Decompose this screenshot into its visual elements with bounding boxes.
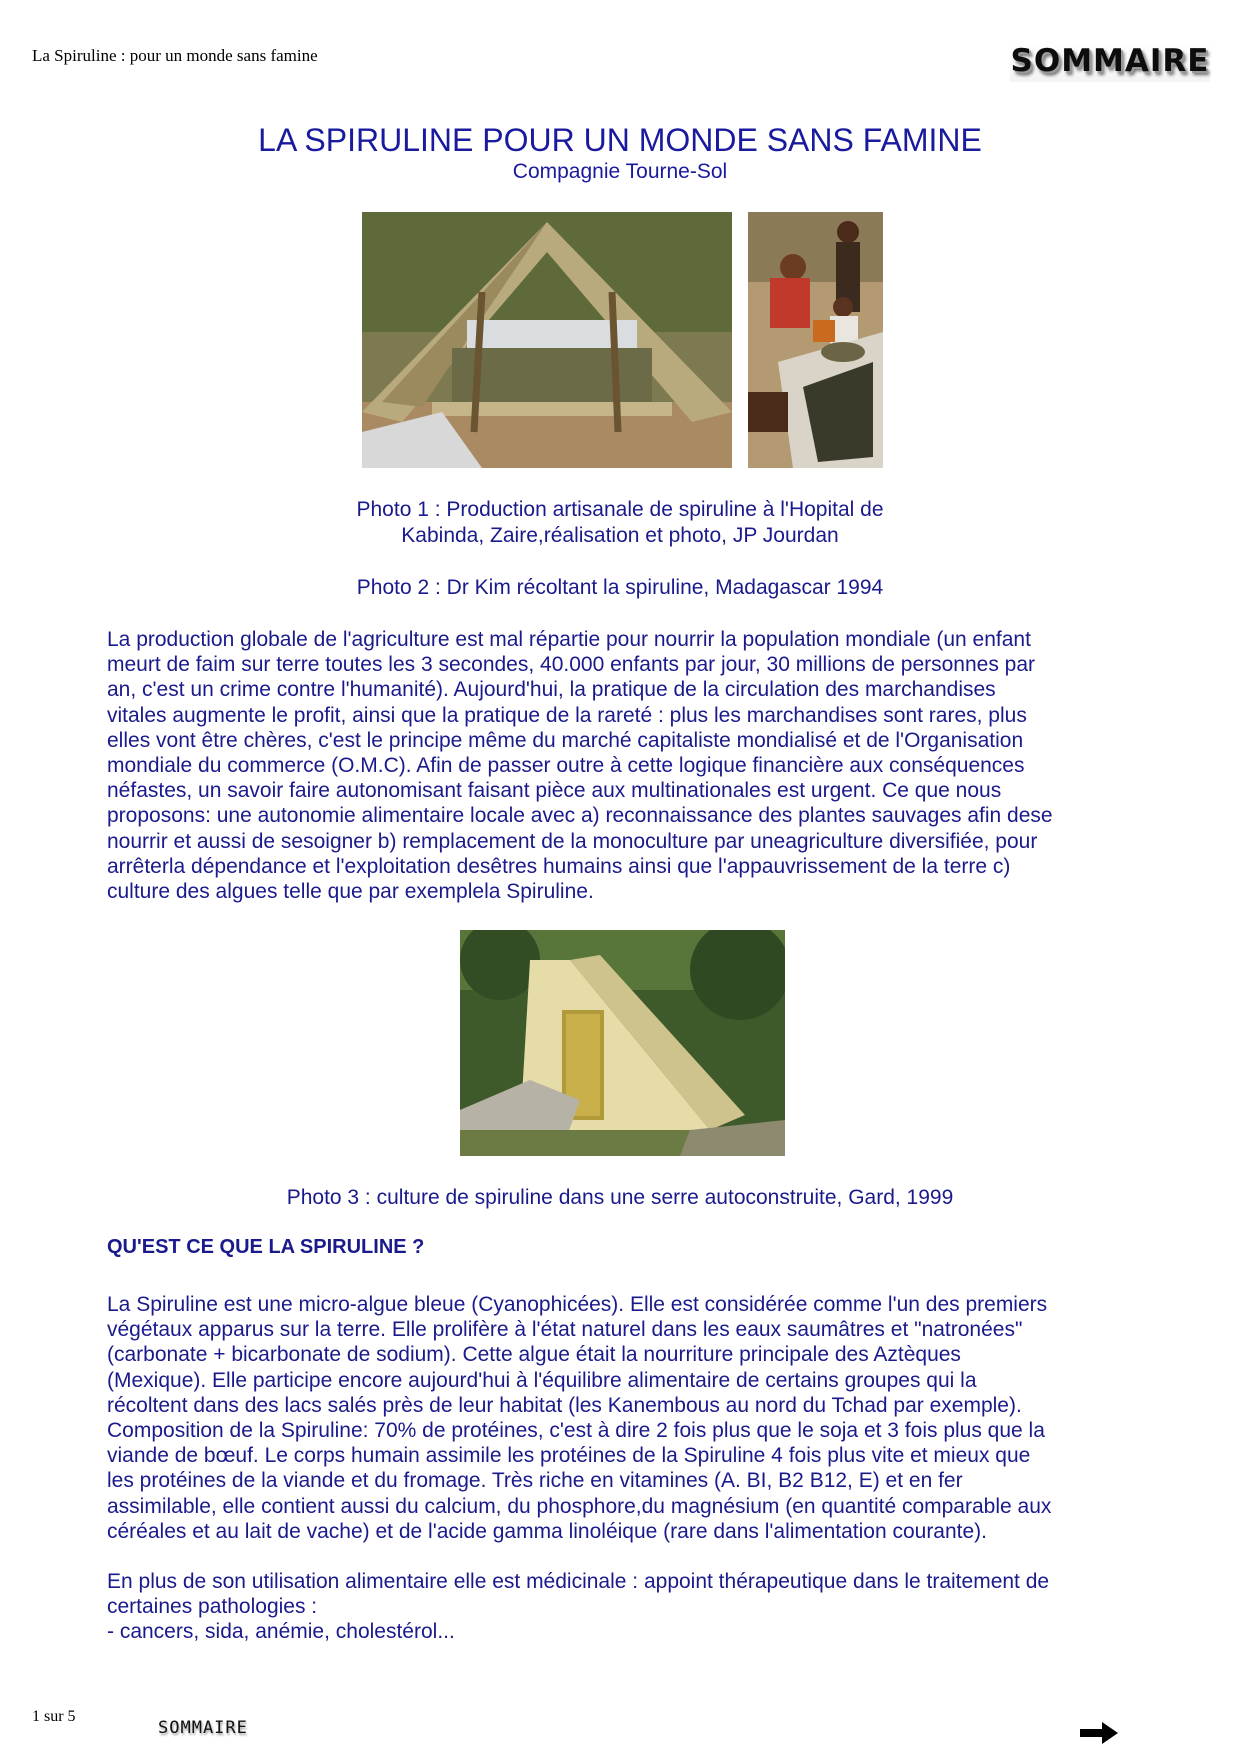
page-subtitle: Compagnie Tourne-Sol: [512, 160, 728, 183]
intro-line: elles vont être chères, c'est le principe même du marché capitaliste mondialisé et de l'Organisation: [107, 728, 1024, 752]
body-line: végétaux apparus sur la terre. Elle prolifère à l'état naturel dans les eaux saumâtres et "natronées": [107, 1318, 1023, 1342]
sommaire-button[interactable]: SOMMAIRE: [1010, 40, 1210, 82]
next-page-arrow-icon[interactable]: [1080, 1722, 1120, 1744]
intro-line: La production globale de l'agriculture est mal répartie pour nourrir la population mondiale (un enfant: [107, 628, 1031, 651]
medical-line: - cancers, sida, anémie, cholestérol...: [107, 1620, 455, 1644]
body-line: (Mexique). Elle participe encore aujourd'hui à l'équilibre alimentaire de certains groupes qui la: [107, 1368, 977, 1392]
intro-line: vitales augmente le profit, ainsi que la pratique de la rareté : plus les marchandises sont rares, plus: [107, 703, 1027, 727]
body-line: assimilable, elle contient aussi du calcium, du phosphore,du magnésium (en quantité comparable aux: [107, 1494, 1052, 1518]
body-line: La Spiruline est une micro-algue bleue (Cyanophicées). Elle est considérée comme l'un des premiers: [107, 1293, 1048, 1316]
medical-line: En plus de son utilisation alimentaire elle est médicinale : appoint thérapeutique dans le traitement de: [107, 1570, 1050, 1593]
medical-line: certaines pathologies :: [107, 1595, 318, 1619]
intro-paragraph: [107, 627, 1147, 904]
photo-3-greenhouse: [460, 930, 785, 1156]
page-title: LA SPIRULINE POUR UN MONDE SANS FAMINE: [258, 122, 982, 158]
body-line: Composition de la Spiruline: 70% de protéines, c'est à dire 2 fois plus que le soja et 3 fois plus que la: [107, 1419, 1045, 1443]
photo-3-caption: Photo 3 : culture de spiruline dans une serre autoconstruite, Gard, 1999: [286, 1186, 954, 1209]
body-line: (carbonate + bicarbonate de sodium). Cette algue était la nourriture principale des Aztèques: [107, 1343, 961, 1367]
photo-1-caption-line-2: Kabinda, Zaire,réalisation et photo, JP Jourdan: [401, 524, 839, 547]
intro-line: proposons: une autonomie alimentaire locale avec a) reconnaissance des plantes sauvages afin dese: [107, 804, 1053, 828]
body-line: récoltent dans des lacs salés près de leur habitat (les Kanembous au nord du Tchad par exemple).: [107, 1393, 1022, 1417]
body-line: les protéines de la viande et du fromage. Très riche en vitamines (A. BI, B2 B12, E) et en fer: [107, 1469, 963, 1493]
page-indicator: 1 sur 5: [32, 1708, 76, 1725]
document-header-title: La Spiruline : pour un monde sans famine: [32, 46, 318, 65]
intro-line: an, c'est un crime contre l'humanité). Aujourd'hui, la pratique de la circulation des marchandises: [107, 678, 996, 702]
photo-1-caption-line-1: Photo 1 : Production artisanale de spiruline à l'Hopital de: [356, 498, 884, 521]
spiruline-description-paragraph: [107, 1292, 1147, 1544]
photo-2-harvesting: [748, 212, 883, 468]
body-line: céréales et au lait de vache) et de l'acide gamma linoléique (rare dans l'alimentation courante).: [107, 1519, 988, 1543]
intro-line: nourrir et aussi de sesoigner b) remplacement de la monoculture par uneagriculture diversifiée, pour: [107, 829, 1038, 853]
intro-line: arrêterla dépendance et l'exploitation desêtres humains ainsi que l'appauvrissement de la terre c): [107, 854, 1011, 878]
intro-line: meurt de faim sur terre toutes les 3 secondes, 40.000 enfants par jour, 30 millions de personnes par: [107, 653, 1036, 677]
intro-line: mondiale du commerce (O.M.C). Afin de passer outre à cette logique financière aux conséquences: [107, 754, 1025, 778]
body-line: viande de bœuf. Le corps humain assimile les protéines de la Spiruline 4 fois plus vite et mieux que: [107, 1444, 1031, 1468]
intro-line: néfastes, un savoir faire autonomisant faisant pièce aux multinationales est urgent. Ce que nous: [107, 779, 1002, 803]
photo-2-caption: Photo 2 : Dr Kim récoltant la spiruline, Madagascar 1994: [356, 576, 884, 599]
medical-use-paragraph: [107, 1569, 1147, 1645]
section-heading: QU'EST CE QUE LA SPIRULINE ?: [107, 1236, 425, 1258]
photo-1-spiruline-basin: [362, 212, 732, 468]
sommaire-footer-link[interactable]: SOMMAIRE: [158, 1718, 248, 1738]
intro-line: culture des algues telle que par exemplela Spiruline.: [107, 880, 594, 904]
